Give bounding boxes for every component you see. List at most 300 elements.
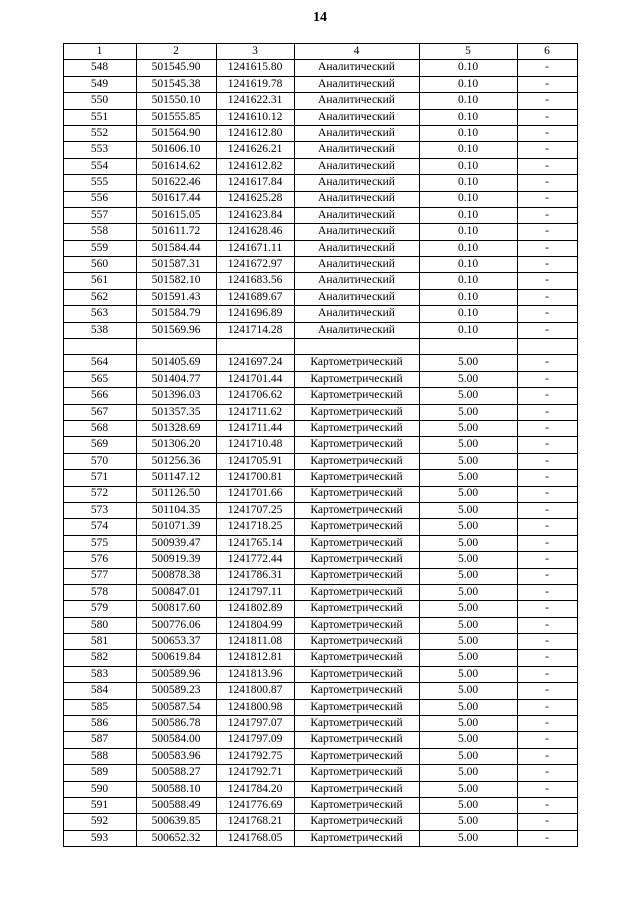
table-cell: 5.00 xyxy=(419,601,517,617)
table-cell: 1241628.46 xyxy=(216,224,294,240)
table-row xyxy=(63,748,577,764)
table-row xyxy=(63,716,577,732)
table-row xyxy=(63,666,577,682)
table-cell: 1241672.97 xyxy=(216,257,294,273)
table-cell: - xyxy=(517,420,577,436)
table-cell: 572 xyxy=(63,486,136,502)
table-cell: 589 xyxy=(63,765,136,781)
table-cell: 501555.85 xyxy=(136,109,216,125)
table-cell: - xyxy=(517,486,577,502)
table-cell: 1241768.21 xyxy=(216,814,294,830)
table-cell: 5.00 xyxy=(419,748,517,764)
table-cell: 500583.96 xyxy=(136,748,216,764)
table-cell: 500847.01 xyxy=(136,584,216,600)
table-row xyxy=(63,814,577,830)
table-cell: 558 xyxy=(63,224,136,240)
table-cell: Картометрический xyxy=(294,535,419,551)
table-cell: 501582.10 xyxy=(136,273,216,289)
table-cell: 1241772.44 xyxy=(216,552,294,568)
table-cell: 563 xyxy=(63,306,136,322)
table-cell: - xyxy=(517,634,577,650)
table-row xyxy=(63,289,577,305)
table-cell: Картометрический xyxy=(294,355,419,371)
table-cell: 587 xyxy=(63,732,136,748)
table-cell: 1241792.75 xyxy=(216,748,294,764)
table-cell: Аналитический xyxy=(294,93,419,109)
table-cell: 500588.10 xyxy=(136,781,216,797)
coordinates-table xyxy=(63,43,578,847)
table-row xyxy=(63,502,577,518)
table-cell: - xyxy=(517,601,577,617)
table-row xyxy=(63,617,577,633)
table-cell: 501256.36 xyxy=(136,453,216,469)
table-cell: Аналитический xyxy=(294,273,419,289)
table-cell: 1241765.14 xyxy=(216,535,294,551)
table-cell: 570 xyxy=(63,453,136,469)
table-cell: - xyxy=(517,732,577,748)
table-cell: 501550.10 xyxy=(136,93,216,109)
table-cell: 0.10 xyxy=(419,322,517,338)
table-cell: Картометрический xyxy=(294,388,419,404)
table-cell: 1241671.11 xyxy=(216,240,294,256)
table-cell: Картометрический xyxy=(294,650,419,666)
table-cell: 564 xyxy=(63,355,136,371)
table-row xyxy=(63,797,577,813)
table-cell: - xyxy=(517,650,577,666)
table-cell: 593 xyxy=(63,830,136,846)
table-cell: 501617.44 xyxy=(136,191,216,207)
table-cell: 501396.03 xyxy=(136,388,216,404)
table-cell: 577 xyxy=(63,568,136,584)
table-row xyxy=(63,552,577,568)
table-cell: 581 xyxy=(63,634,136,650)
table-cell: Картометрический xyxy=(294,830,419,846)
table-cell: Аналитический xyxy=(294,207,419,223)
table-cell: 538 xyxy=(63,322,136,338)
table-cell: 554 xyxy=(63,158,136,174)
table-cell: 1241612.80 xyxy=(216,125,294,141)
table-cell: - xyxy=(517,355,577,371)
table-cell: 1241700.81 xyxy=(216,470,294,486)
table-cell: 573 xyxy=(63,502,136,518)
table-cell: 1241802.89 xyxy=(216,601,294,617)
table-row xyxy=(63,207,577,223)
table-cell: 1241776.69 xyxy=(216,797,294,813)
table-cell: - xyxy=(517,60,577,76)
table-cell: 5.00 xyxy=(419,388,517,404)
table-cell: - xyxy=(517,93,577,109)
table-cell xyxy=(419,339,517,355)
column-header: 5 xyxy=(419,44,517,60)
table-row xyxy=(63,191,577,207)
table-cell: 1241707.25 xyxy=(216,502,294,518)
table-cell: 0.10 xyxy=(419,289,517,305)
table-cell: 5.00 xyxy=(419,732,517,748)
table-cell: 5.00 xyxy=(419,699,517,715)
table-cell: 559 xyxy=(63,240,136,256)
table-cell: 501569.96 xyxy=(136,322,216,338)
table-cell: 5.00 xyxy=(419,519,517,535)
table-row xyxy=(63,683,577,699)
table-cell: 500584.00 xyxy=(136,732,216,748)
table-cell: 5.00 xyxy=(419,535,517,551)
table-row xyxy=(63,519,577,535)
table-cell xyxy=(294,339,419,355)
table-cell: 5.00 xyxy=(419,650,517,666)
table-cell: 550 xyxy=(63,93,136,109)
table-cell: 576 xyxy=(63,552,136,568)
table-cell: Аналитический xyxy=(294,240,419,256)
table-cell: 1241701.66 xyxy=(216,486,294,502)
table-cell: 1241705.91 xyxy=(216,453,294,469)
table-cell: 0.10 xyxy=(419,142,517,158)
table-cell: 0.10 xyxy=(419,76,517,92)
table-cell: 1241797.11 xyxy=(216,584,294,600)
table-cell: - xyxy=(517,814,577,830)
table-cell: 551 xyxy=(63,109,136,125)
table-cell: 1241610.12 xyxy=(216,109,294,125)
column-header: 6 xyxy=(517,44,577,60)
column-header: 3 xyxy=(216,44,294,60)
table-cell: - xyxy=(517,797,577,813)
table-cell: 5.00 xyxy=(419,371,517,387)
table-cell: 5.00 xyxy=(419,420,517,436)
table-cell: 500588.49 xyxy=(136,797,216,813)
table-cell: 500639.85 xyxy=(136,814,216,830)
table-cell: 501584.79 xyxy=(136,306,216,322)
table-cell: 1241768.05 xyxy=(216,830,294,846)
table-cell: 501306.20 xyxy=(136,437,216,453)
table-cell: 1241800.98 xyxy=(216,699,294,715)
table-cell: 501328.69 xyxy=(136,420,216,436)
table-cell: Аналитический xyxy=(294,158,419,174)
table-cell: 565 xyxy=(63,371,136,387)
table-cell: Картометрический xyxy=(294,404,419,420)
table-cell: 5.00 xyxy=(419,486,517,502)
table-cell: 500652.32 xyxy=(136,830,216,846)
table-cell: - xyxy=(517,240,577,256)
table-cell: Аналитический xyxy=(294,257,419,273)
table-body xyxy=(63,60,577,847)
table-cell: 556 xyxy=(63,191,136,207)
table-cell: 5.00 xyxy=(419,437,517,453)
table-cell: 501357.35 xyxy=(136,404,216,420)
table-cell: 501545.90 xyxy=(136,60,216,76)
table-row xyxy=(63,699,577,715)
table-cell: 1241800.87 xyxy=(216,683,294,699)
table-cell: 569 xyxy=(63,437,136,453)
table-cell: Картометрический xyxy=(294,420,419,436)
table-cell: Картометрический xyxy=(294,683,419,699)
table-cell: Картометрический xyxy=(294,716,419,732)
table-cell: Картометрический xyxy=(294,437,419,453)
table-cell: 1241711.44 xyxy=(216,420,294,436)
table-cell: - xyxy=(517,125,577,141)
table-cell: 5.00 xyxy=(419,355,517,371)
table-cell: - xyxy=(517,437,577,453)
table-cell: - xyxy=(517,716,577,732)
table-row xyxy=(63,453,577,469)
table-cell: 5.00 xyxy=(419,502,517,518)
table-cell: 549 xyxy=(63,76,136,92)
table-cell: 1241786.31 xyxy=(216,568,294,584)
table-cell: Аналитический xyxy=(294,142,419,158)
table-cell: 583 xyxy=(63,666,136,682)
table-cell: 0.10 xyxy=(419,125,517,141)
table-cell: Картометрический xyxy=(294,502,419,518)
table-cell: 0.10 xyxy=(419,240,517,256)
table-cell: 1241625.28 xyxy=(216,191,294,207)
table-cell: 1241622.31 xyxy=(216,93,294,109)
table-cell: Картометрический xyxy=(294,519,419,535)
page-number: 14 xyxy=(313,10,327,25)
table-cell: 574 xyxy=(63,519,136,535)
table-cell: 501126.50 xyxy=(136,486,216,502)
table-cell: Картометрический xyxy=(294,797,419,813)
table-row xyxy=(63,306,577,322)
table-cell: 500817.60 xyxy=(136,601,216,617)
table-row xyxy=(63,158,577,174)
table-cell: Картометрический xyxy=(294,470,419,486)
table-cell: 0.10 xyxy=(419,93,517,109)
table-cell: 500878.38 xyxy=(136,568,216,584)
table-cell: - xyxy=(517,306,577,322)
table-cell: 5.00 xyxy=(419,634,517,650)
table-cell: Картометрический xyxy=(294,814,419,830)
table-cell: 568 xyxy=(63,420,136,436)
table-cell: 5.00 xyxy=(419,830,517,846)
table-row xyxy=(63,584,577,600)
table-cell: - xyxy=(517,142,577,158)
table-cell: Картометрический xyxy=(294,371,419,387)
table-cell: 571 xyxy=(63,470,136,486)
table-cell: 5.00 xyxy=(419,814,517,830)
table-cell: - xyxy=(517,552,577,568)
table-cell: 501611.72 xyxy=(136,224,216,240)
table-row xyxy=(63,781,577,797)
table-cell: 552 xyxy=(63,125,136,141)
table-row xyxy=(63,404,577,420)
table-cell: 5.00 xyxy=(419,470,517,486)
table-cell: 0.10 xyxy=(419,158,517,174)
table-cell: 591 xyxy=(63,797,136,813)
table-cell: Картометрический xyxy=(294,765,419,781)
table-cell: Картометрический xyxy=(294,486,419,502)
table-cell: Аналитический xyxy=(294,76,419,92)
table-cell: 500919.39 xyxy=(136,552,216,568)
table-cell xyxy=(216,339,294,355)
table-cell: 501606.10 xyxy=(136,142,216,158)
table-row xyxy=(63,765,577,781)
table-cell: - xyxy=(517,388,577,404)
table-cell: 5.00 xyxy=(419,781,517,797)
table-cell: 590 xyxy=(63,781,136,797)
table-cell: 1241683.56 xyxy=(216,273,294,289)
table-cell: 501104.35 xyxy=(136,502,216,518)
table-row xyxy=(63,257,577,273)
table-cell: Картометрический xyxy=(294,634,419,650)
table-cell: - xyxy=(517,584,577,600)
table-cell: 1241615.80 xyxy=(216,60,294,76)
table-cell: 1241612.82 xyxy=(216,158,294,174)
column-header: 4 xyxy=(294,44,419,60)
table-cell: 501564.90 xyxy=(136,125,216,141)
table-cell: 5.00 xyxy=(419,797,517,813)
table-cell: 5.00 xyxy=(419,666,517,682)
table-row xyxy=(63,322,577,338)
table-cell: 1241784.20 xyxy=(216,781,294,797)
table-cell: Картометрический xyxy=(294,732,419,748)
table-cell: - xyxy=(517,207,577,223)
table-cell: Аналитический xyxy=(294,60,419,76)
table-header-row xyxy=(63,44,577,60)
table-cell: 501545.38 xyxy=(136,76,216,92)
table-cell: 588 xyxy=(63,748,136,764)
table-row xyxy=(63,568,577,584)
table-cell: Аналитический xyxy=(294,175,419,191)
table-row xyxy=(63,224,577,240)
table-cell: 501622.46 xyxy=(136,175,216,191)
table-cell: 5.00 xyxy=(419,683,517,699)
table-cell: 578 xyxy=(63,584,136,600)
table-row xyxy=(63,109,577,125)
table-cell: 586 xyxy=(63,716,136,732)
table-cell: 1241797.07 xyxy=(216,716,294,732)
table-cell: 501615.05 xyxy=(136,207,216,223)
table-row xyxy=(63,175,577,191)
table-cell: 1241804.99 xyxy=(216,617,294,633)
column-header: 1 xyxy=(63,44,136,60)
table-cell: Аналитический xyxy=(294,191,419,207)
table-cell: - xyxy=(517,453,577,469)
table-cell: - xyxy=(517,158,577,174)
table-cell: 5.00 xyxy=(419,716,517,732)
table-cell: 501614.62 xyxy=(136,158,216,174)
table-row xyxy=(63,535,577,551)
table-cell: 566 xyxy=(63,388,136,404)
table-cell: 575 xyxy=(63,535,136,551)
table-cell: 0.10 xyxy=(419,109,517,125)
table-cell: 579 xyxy=(63,601,136,617)
table-cell: Картометрический xyxy=(294,699,419,715)
table-cell: 5.00 xyxy=(419,617,517,633)
table-row xyxy=(63,470,577,486)
table-cell: 0.10 xyxy=(419,175,517,191)
table-cell: 561 xyxy=(63,273,136,289)
table-cell: - xyxy=(517,568,577,584)
table-cell: 1241711.62 xyxy=(216,404,294,420)
table-row xyxy=(63,601,577,617)
table-cell: - xyxy=(517,175,577,191)
table-cell: 592 xyxy=(63,814,136,830)
table-cell: 501404.77 xyxy=(136,371,216,387)
column-header: 2 xyxy=(136,44,216,60)
table-row xyxy=(63,125,577,141)
table-cell: - xyxy=(517,273,577,289)
table-cell: 553 xyxy=(63,142,136,158)
table-cell: 500939.47 xyxy=(136,535,216,551)
table-cell: 0.10 xyxy=(419,207,517,223)
table-row xyxy=(63,830,577,846)
table-cell: 560 xyxy=(63,257,136,273)
table-cell: 1241626.21 xyxy=(216,142,294,158)
table-cell xyxy=(517,339,577,355)
table-cell: Аналитический xyxy=(294,306,419,322)
table-cell: 584 xyxy=(63,683,136,699)
table-cell: 1241718.25 xyxy=(216,519,294,535)
table-cell: 562 xyxy=(63,289,136,305)
table-cell: 500776.06 xyxy=(136,617,216,633)
table-row xyxy=(63,371,577,387)
table-row xyxy=(63,486,577,502)
table-row xyxy=(63,355,577,371)
table-cell: 1241792.71 xyxy=(216,765,294,781)
table-cell xyxy=(136,339,216,355)
table-row xyxy=(63,420,577,436)
table-cell: Аналитический xyxy=(294,289,419,305)
table-cell: - xyxy=(517,191,577,207)
table-cell: - xyxy=(517,289,577,305)
table-row xyxy=(63,76,577,92)
table-cell: - xyxy=(517,109,577,125)
table-cell: 567 xyxy=(63,404,136,420)
table-cell: 0.10 xyxy=(419,273,517,289)
table-cell: 1241797.09 xyxy=(216,732,294,748)
table-cell: 0.10 xyxy=(419,60,517,76)
table-cell: 5.00 xyxy=(419,552,517,568)
table-cell: 1241697.24 xyxy=(216,355,294,371)
table-cell: - xyxy=(517,502,577,518)
table-cell: Аналитический xyxy=(294,322,419,338)
table-cell: - xyxy=(517,617,577,633)
table-row xyxy=(63,650,577,666)
table-cell: 500653.37 xyxy=(136,634,216,650)
table-cell: 5.00 xyxy=(419,584,517,600)
table-cell: 500589.23 xyxy=(136,683,216,699)
table-cell: 501071.39 xyxy=(136,519,216,535)
table-cell: - xyxy=(517,830,577,846)
table-cell: 5.00 xyxy=(419,453,517,469)
table-cell: 500619.84 xyxy=(136,650,216,666)
table-cell: Картометрический xyxy=(294,601,419,617)
table-cell: 1241813.96 xyxy=(216,666,294,682)
table-cell xyxy=(63,339,136,355)
table-cell: 501405.69 xyxy=(136,355,216,371)
table-cell: 0.10 xyxy=(419,306,517,322)
table-cell: 582 xyxy=(63,650,136,666)
table-cell: 501587.31 xyxy=(136,257,216,273)
table-cell: - xyxy=(517,519,577,535)
table-cell: 1241701.44 xyxy=(216,371,294,387)
table-row xyxy=(63,339,577,355)
table-cell: Картометрический xyxy=(294,568,419,584)
table-cell: 555 xyxy=(63,175,136,191)
table-cell: - xyxy=(517,699,577,715)
table-cell: 500588.27 xyxy=(136,765,216,781)
table-cell: 1241617.84 xyxy=(216,175,294,191)
table-cell: Аналитический xyxy=(294,125,419,141)
table-row xyxy=(63,388,577,404)
table-cell: 1241706.62 xyxy=(216,388,294,404)
table-cell: Картометрический xyxy=(294,781,419,797)
table-cell: 580 xyxy=(63,617,136,633)
table-cell: - xyxy=(517,371,577,387)
table-row xyxy=(63,732,577,748)
table-cell: - xyxy=(517,322,577,338)
table-cell: 501147.12 xyxy=(136,470,216,486)
table-cell: 585 xyxy=(63,699,136,715)
table-cell: - xyxy=(517,781,577,797)
